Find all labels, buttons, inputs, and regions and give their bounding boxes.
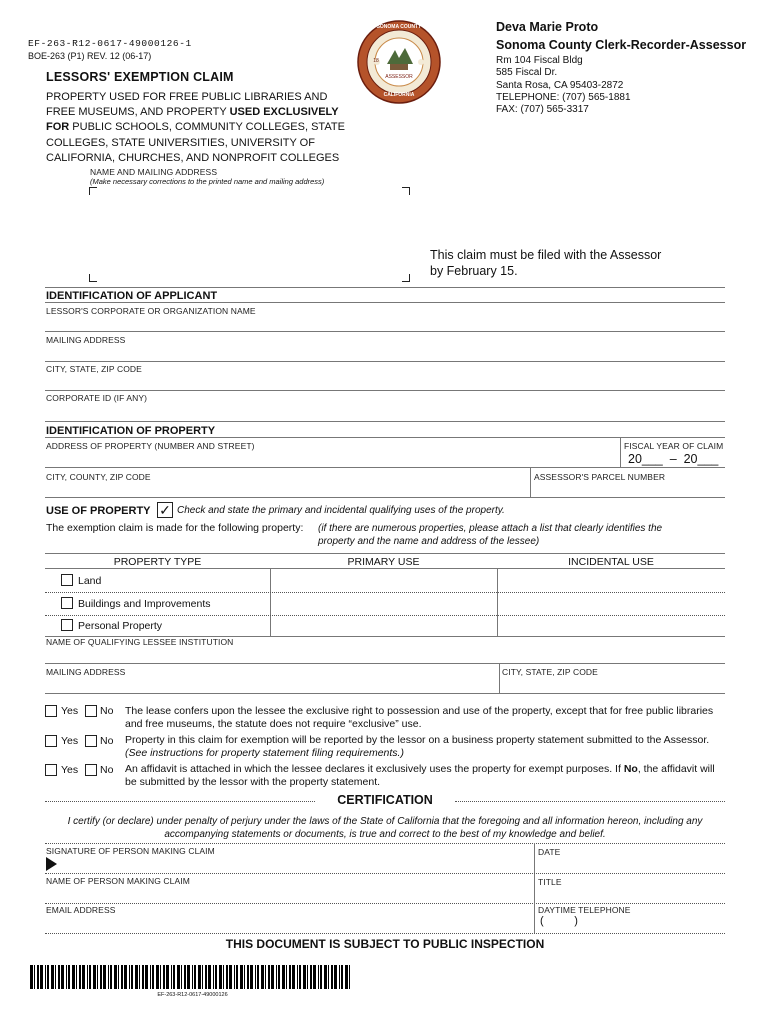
- assessor-fax: FAX: (707) 565-3317: [496, 104, 589, 116]
- property-address-field[interactable]: [45, 451, 615, 465]
- signature-field[interactable]: [62, 856, 530, 872]
- divider: [497, 568, 498, 636]
- q2-no-checkbox[interactable]: [85, 735, 97, 747]
- check-icon: ✓: [157, 502, 173, 518]
- use-heading: USE OF PROPERTY: [46, 505, 151, 517]
- q2-yes-label: Yes: [61, 735, 79, 747]
- land-label: Land: [78, 575, 102, 587]
- form-code: EF-263-R12-0617-49000126-1: [28, 38, 192, 49]
- mailing-address-field[interactable]: [96, 194, 402, 274]
- col-incidental-use: INCIDENTAL USE: [568, 556, 654, 568]
- divider: [45, 467, 725, 468]
- date-field[interactable]: [538, 857, 724, 872]
- assessor-room: Rm 104 Fiscal Bldg: [496, 55, 583, 66]
- buildings-primary-use-field[interactable]: [272, 594, 495, 614]
- property-city-label: CITY, COUNTY, ZIP CODE: [46, 472, 151, 482]
- certification-text: [45, 815, 725, 842]
- divider: [45, 873, 725, 874]
- window-corner-bl: [89, 274, 97, 282]
- property-heading: IDENTIFICATION OF PROPERTY: [46, 425, 216, 437]
- certification-heading: CERTIFICATION: [337, 793, 433, 807]
- personal-property-label: Personal Property: [78, 620, 163, 632]
- barcode-graphic: [30, 965, 355, 989]
- land-incidental-use-field[interactable]: [499, 570, 723, 590]
- seal-top-text: SONOMA COUNTY: [376, 24, 422, 30]
- q1-no-label: No: [100, 705, 114, 717]
- divider: [620, 437, 621, 467]
- certification-line: I certify (or declare) under penalty of perjury under the laws of the State of California that the foregoing and all information hereon, including any: [67, 816, 703, 827]
- divider: [45, 568, 725, 569]
- q3-no-label: No: [100, 764, 114, 776]
- personal-incidental-use-field[interactable]: [499, 617, 723, 635]
- divider: [45, 615, 725, 616]
- claim-note-line: (if there are numerous properties, please attach a list that clearly identifies the: [318, 523, 663, 534]
- parcel-field[interactable]: [534, 482, 724, 496]
- divider: [45, 553, 725, 554]
- lessee-name-label: NAME OF QUALIFYING LESSEE INSTITUTION: [46, 637, 234, 647]
- email-label: EMAIL ADDRESS: [46, 905, 116, 915]
- divider: [499, 663, 500, 693]
- buildings-incidental-use-field[interactable]: [499, 594, 723, 614]
- county-seal: [357, 20, 441, 104]
- question-3-line: An affidavit is attached in which the lessee declares it exclusively uses the property for exempt purposes. If No, the affidavit will: [125, 763, 715, 775]
- lessee-city-field[interactable]: [502, 677, 724, 691]
- land-checkbox[interactable]: [61, 574, 73, 586]
- filing-notice-line: This claim must be filed with the Assessor: [430, 248, 662, 262]
- q1-yes-checkbox[interactable]: [45, 705, 57, 717]
- assessor-telephone: TELEPHONE: (707) 565-1881: [496, 91, 631, 103]
- certification-line: accompanying statements or documents, is true and correct to the best of my knowledge and belief.: [164, 829, 606, 841]
- claim-note-line: property and the name and address of the lessee): [318, 536, 540, 547]
- property-city-field[interactable]: [45, 482, 525, 496]
- parcel-label: ASSESSOR'S PARCEL NUMBER: [534, 472, 666, 482]
- fiscal-year-field[interactable]: 20___ – 20___: [628, 452, 719, 466]
- q3-yes-checkbox[interactable]: [45, 764, 57, 776]
- sign-here-arrow-icon: [46, 857, 57, 871]
- divider: [45, 693, 725, 694]
- applicant-mailing-field[interactable]: [45, 345, 725, 359]
- divider: [530, 467, 531, 497]
- applicant-city-label: CITY, STATE, ZIP CODE: [46, 364, 142, 374]
- lessee-city-label: CITY, STATE, ZIP CODE: [502, 667, 598, 677]
- barcode: [30, 965, 355, 989]
- question-3-line: be submitted by the lessor with the property statement.: [125, 776, 381, 789]
- divider: [45, 331, 725, 332]
- q2-no-label: No: [100, 735, 114, 747]
- mailing-label: NAME AND MAILING ADDRESS: [90, 167, 218, 177]
- signature-label: SIGNATURE OF PERSON MAKING CLAIM: [46, 846, 215, 856]
- corp-id-field[interactable]: [45, 403, 725, 417]
- subtitle-line: FREE MUSEUMS, AND PROPERTY USED EXCLUSIVELY: [46, 106, 339, 119]
- window-corner-tr: [402, 187, 410, 195]
- divider: [534, 903, 535, 933]
- corp-id-label: CORPORATE ID (IF ANY): [46, 393, 148, 403]
- question-2-line: Property in this claim for exemption will be reported by the lessor on a business property statement submitted to the Assessor.: [125, 734, 710, 746]
- divider: [45, 933, 725, 934]
- phone-label: DAYTIME TELEPHONE: [538, 905, 631, 915]
- divider: [45, 801, 315, 802]
- personal-primary-use-field[interactable]: [272, 617, 495, 635]
- corp-name-label: LESSOR'S CORPORATE OR ORGANIZATION NAME: [46, 306, 256, 316]
- filing-notice-line: by February 15.: [430, 264, 518, 278]
- mailing-hint: (Make necessary corrections to the printed name and mailing address): [90, 177, 325, 186]
- form-revision: BOE-263 (P1) REV. 12 (06-17): [28, 51, 152, 61]
- applicant-heading: IDENTIFICATION OF APPLICANT: [46, 290, 218, 302]
- question-2-line: (See instructions for property statement filing requirements.): [125, 747, 404, 760]
- form-subtitle: [46, 90, 376, 166]
- fiscal-year-label: FISCAL YEAR OF CLAIM: [624, 441, 724, 451]
- question-1-line: The lease confers upon the lessee the exclusive right to possession and use of the property, except that for free public libraries: [125, 705, 714, 717]
- question-1: [125, 705, 730, 732]
- title-label: TITLE: [538, 877, 562, 887]
- divider: [45, 302, 725, 303]
- col-property-type: PROPERTY TYPE: [113, 556, 202, 568]
- land-primary-use-field[interactable]: [272, 570, 495, 590]
- assessor-city: Santa Rosa, CA 95403-2872: [496, 79, 624, 91]
- divider: [455, 801, 725, 802]
- property-address-label: ADDRESS OF PROPERTY (NUMBER AND STREET): [46, 441, 255, 451]
- subtitle-line: CALIFORNIA, CHURCHES, AND NONPROFIT COLLEGES: [46, 151, 340, 164]
- buildings-checkbox[interactable]: [61, 597, 73, 609]
- form-title: LESSORS' EXEMPTION CLAIM: [46, 70, 234, 84]
- question-2: [125, 734, 730, 761]
- lessee-name-field[interactable]: [45, 648, 725, 662]
- col-primary-use: PRIMARY USE: [347, 556, 420, 568]
- assessor-address: [496, 55, 631, 116]
- claimant-name-field[interactable]: [45, 886, 530, 901]
- subtitle-line: FOR PUBLIC SCHOOLS, COMMUNITY COLLEGES, STATE: [46, 121, 345, 134]
- claim-note: [318, 522, 662, 548]
- q1-yes-label: Yes: [61, 705, 79, 717]
- divider: [45, 903, 725, 904]
- buildings-label: Buildings and Improvements: [78, 598, 211, 610]
- assessor-name: Deva Marie Proto: [496, 20, 599, 34]
- q3-yes-label: Yes: [61, 764, 79, 776]
- barcode-text: EF-263-R12-0617-49000126: [157, 992, 228, 998]
- divider: [45, 592, 725, 593]
- subtitle-line: COLLEGES, STATE UNIVERSITIES, UNIVERSITY OF: [46, 136, 315, 149]
- use-instruction: Check and state the primary and incidental qualifying uses of the property.: [177, 505, 505, 516]
- claimant-name-label: NAME OF PERSON MAKING CLAIM: [46, 876, 190, 886]
- q1-no-checkbox[interactable]: [85, 705, 97, 717]
- title-field[interactable]: [538, 887, 724, 902]
- lessee-mailing-label: MAILING ADDRESS: [46, 667, 126, 677]
- divider: [45, 663, 725, 664]
- assessor-street: 585 Fiscal Dr.: [496, 67, 558, 79]
- q2-yes-checkbox[interactable]: [45, 735, 57, 747]
- divider: [45, 843, 725, 844]
- divider: [45, 361, 725, 362]
- divider: [45, 287, 725, 288]
- corp-name-field[interactable]: [45, 316, 725, 330]
- seal-center-text: ASSESSOR: [385, 74, 413, 80]
- divider: [45, 421, 725, 422]
- claim-text: The exemption claim is made for the following property:: [46, 522, 304, 534]
- question-1-line: and free museums, the statute does not require “exclusive” use.: [125, 718, 422, 731]
- q3-no-checkbox[interactable]: [85, 764, 97, 776]
- date-label: DATE: [538, 847, 561, 857]
- subtitle-line: PROPERTY USED FOR FREE PUBLIC LIBRARIES AND: [46, 91, 328, 103]
- divider: [270, 568, 271, 636]
- seal-number: 18: [373, 58, 379, 64]
- window-corner-br: [402, 274, 410, 282]
- seal-bottom-text: CALIFORNIA: [383, 92, 415, 98]
- divider: [45, 437, 725, 438]
- assessor-office: Sonoma County Clerk-Recorder-Assessor: [496, 38, 747, 52]
- email-field[interactable]: [45, 915, 530, 930]
- question-3: [125, 763, 730, 790]
- applicant-city-field[interactable]: [45, 374, 725, 388]
- personal-property-checkbox[interactable]: [61, 619, 73, 631]
- divider: [45, 390, 725, 391]
- phone-field[interactable]: ( ): [540, 915, 578, 927]
- applicant-mailing-label: MAILING ADDRESS: [46, 335, 126, 345]
- filing-notice: [430, 247, 661, 279]
- divider: [45, 497, 725, 498]
- lessee-mailing-field[interactable]: [45, 677, 495, 691]
- public-notice: THIS DOCUMENT IS SUBJECT TO PUBLIC INSPECTION: [225, 937, 545, 951]
